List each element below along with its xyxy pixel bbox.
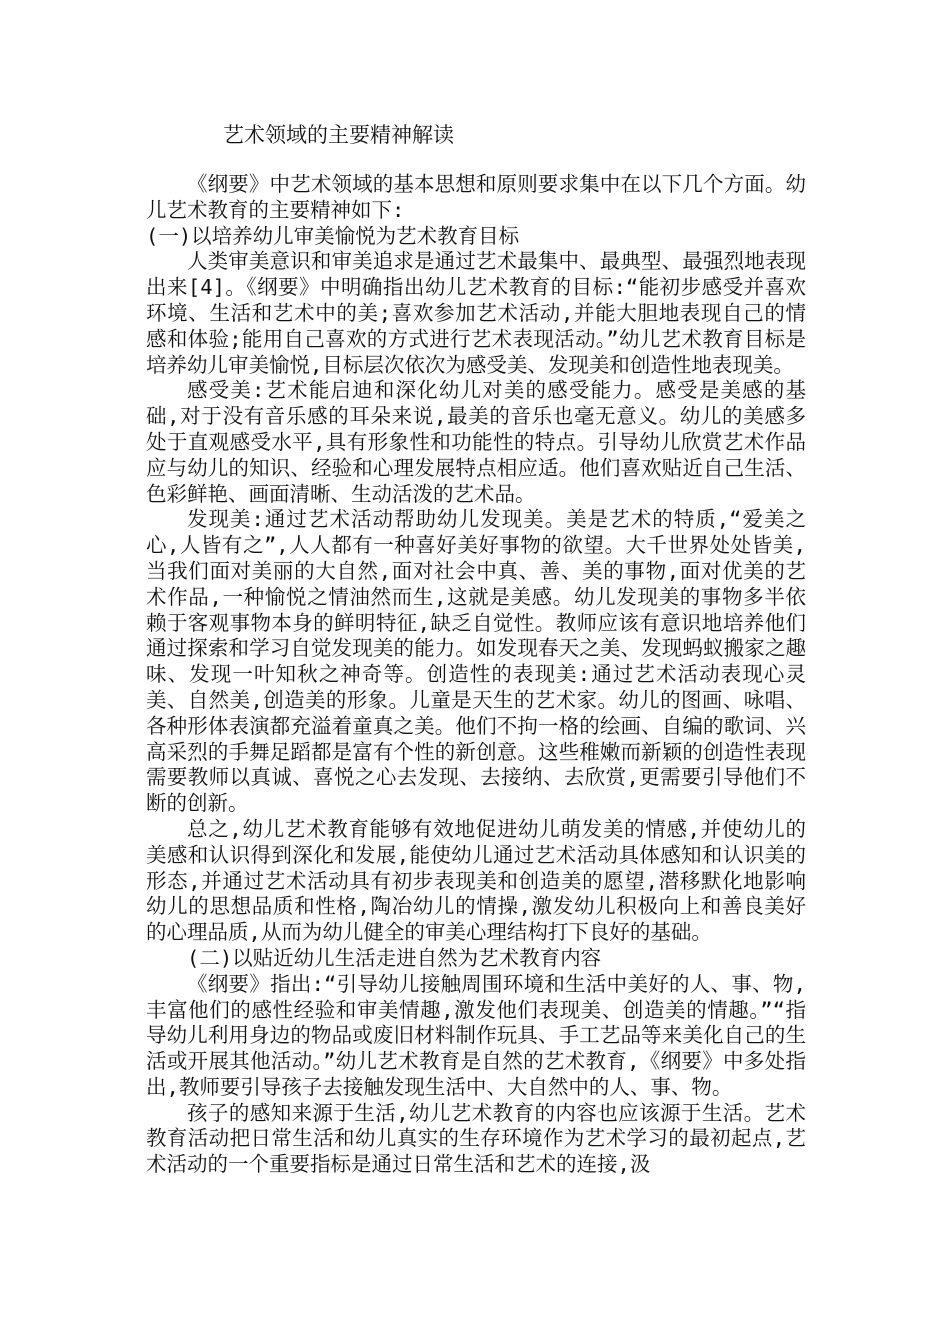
paragraph-summary: 总之,幼儿艺术教育能够有效地促进幼儿萌发美的情感,并使幼儿的美感和认识得到深化和发展,能使幼儿通过艺术活动具体感知和认识美的形态,并通过艺术活动具有初步表现美和创造美的愿望,潜移默化地影响幼儿的思想品质和性格,陶冶幼儿的情操,激发幼儿积极向上和善良美好的心理品质,从而为幼儿健全的审美心理结构打下良好的基础。 <box>146 816 806 945</box>
paragraph-guideline-quote: 《纲要》指出:“引导幼儿接触周围环境和生活中美好的人、事、物,丰富他们的感性经验和审美情趣,激发他们表现美、创造美的情趣。”“指导幼儿利用身边的物品或废旧材料制作玩具、手工艺品等来美化自己的生活或开展其他活动。”幼儿艺术教育是自然的艺术教育,《纲要》中多处指出,教师要引导孩子去接触发现生活中、大自然中的人、事、物。 <box>146 971 806 1099</box>
section-heading-1: (一)以培养幼儿审美愉悦为艺术教育目标 <box>146 223 520 248</box>
paragraph-discover-beauty: 发现美:通过艺术活动帮助幼儿发现美。美是艺术的特质,“爱美之心,人皆有之”,人人都有一种喜好美好事物的欲望。大千世界处处皆美,当我们面对美丽的大自然,面对社会中真、善、美的事物,面对优美的艺术作品,一种愉悦之情油然而生,这就是美感。幼儿发现美的事物多半依赖于客观事物本身的鲜明特征,缺乏自觉性。教师应该有意识地培养他们通过探索和学习自觉发现美的能力。如发现春天之美、发现蚂蚁搬家之趣味、发现一叶知秋之神奇等。创造性的表现美:通过艺术活动表现心灵美、自然美,创造美的形象。儿童是天生的艺术家。幼儿的图画、咏唱、各种形体表演都充溢着童真之美。他们不拘一格的绘画、自编的歌词、兴高采烈的手舞足蹈都是富有个性的新创意。这些稚嫩而新颖的创造性表现需要教师以真诚、喜悦之心去发现、去接纳、去欣赏,更需要引导他们不断的创新。 <box>146 507 806 816</box>
paragraph-perceive-beauty: 感受美:艺术能启迪和深化幼儿对美的感受能力。感受是美感的基础,对于没有音乐感的耳朵来说,最美的音乐也毫无意义。幼儿的美感多处于直观感受水平,具有形象性和功能性的特点。引导幼儿欣赏艺术作品应与幼儿的知识、经验和心理发展特点相应适。他们喜欢贴近自己生活、色彩鲜艳、画面清晰、生动活泼的艺术品。 <box>146 378 806 506</box>
paragraph-life-source: 孩子的感知来源于生活,幼儿艺术教育的内容也应该源于生活。艺术教育活动把日常生活和幼儿真实的生存环境作为艺术学习的最初起点,艺术活动的一个重要指标是通过日常生活和艺术的连接,汲 <box>146 1100 806 1177</box>
paragraph-intro: 《纲要》中艺术领域的基本思想和原则要求集中在以下几个方面。幼儿艺术教育的主要精神如下: <box>146 172 806 222</box>
document-body <box>146 172 806 1178</box>
paragraph-aesthetic-goal: 人类审美意识和审美追求是通过艺术最集中、最典型、最强烈地表现出来[4]。《纲要》中明确指出幼儿艺术教育的目标:“能初步感受并喜欢环境、生活和艺术中的美;喜欢参加艺术活动,并能大胆地表现自己的情感和体验;能用自己喜欢的方式进行艺术表现活动。”幼儿艺术教育目标是培养幼儿审美愉悦,目标层次依次为感受美、发现美和创造性地表现美。 <box>146 249 806 377</box>
document-title: 艺术领域的主要精神解读 <box>223 123 454 147</box>
section-heading-2: (二)以贴近幼儿生活走进自然为艺术教育内容 <box>187 945 602 970</box>
